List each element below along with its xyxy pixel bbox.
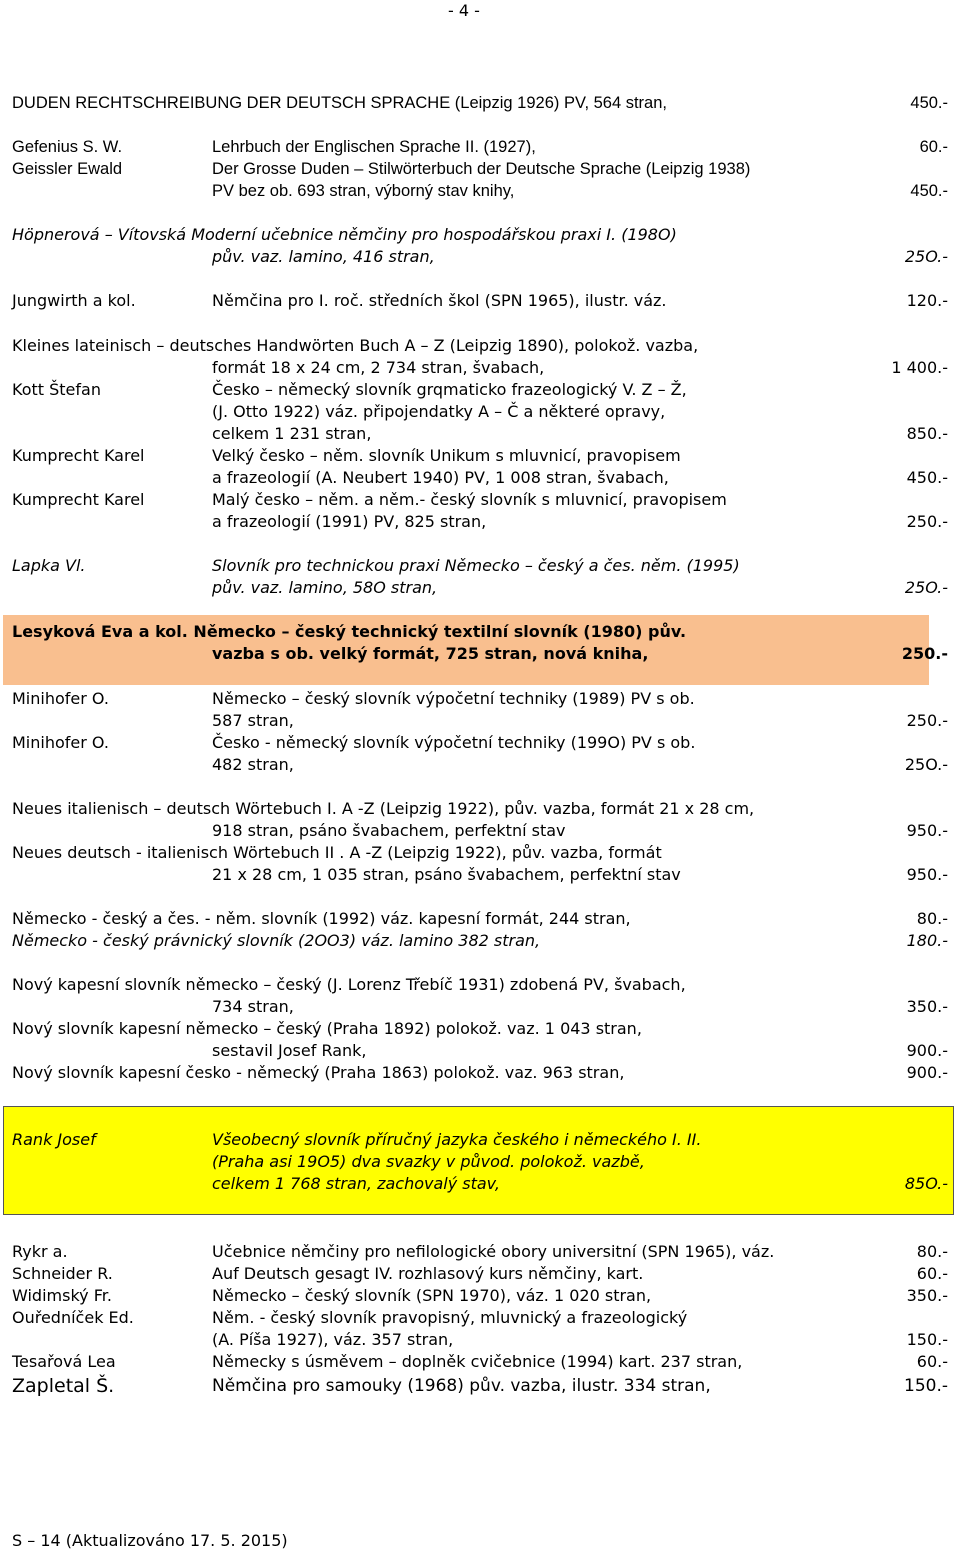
author-rykr: Rykr a. [12, 1242, 68, 1261]
title-minihofer-1b: 587 stran, [212, 711, 294, 730]
title-zapletal: Němčina pro samouky (1968) pův. vazba, ilustr. 334 stran, [212, 1376, 711, 1396]
entry-nemecko-2: Německo - český právnický slovník (2OO3) váz. lamino 382 stran, [12, 931, 541, 950]
entry-novy-2a: Nový slovník kapesní německo – český (Praha 1892) polokož. vaz. 1 043 stran, [12, 1019, 642, 1038]
price-neues-1: 950.- [906, 821, 948, 840]
price-gefenius: 60.- [919, 138, 948, 156]
author-kumprecht-2: Kumprecht Karel [12, 490, 145, 509]
title-lapka-2: pův. vaz. lamino, 58O stran, [212, 578, 438, 597]
price-zapletal: 150.- [904, 1376, 948, 1396]
title-jungwirth: Němčina pro I. roč. středních škol (SPN 1965), ilustr. váz. [212, 291, 667, 310]
author-geissler: Geissler Ewald [12, 160, 123, 178]
price-kleines: 1 400.- [891, 358, 948, 377]
entry-hopnerova-2: pův. vaz. lamino, 416 stran, [212, 247, 435, 266]
price-widimsky: 350.- [906, 1286, 948, 1305]
title-kumprecht-1b: a frazeologií (A. Neubert 1940) PV, 1 008 stran, švabach, [212, 468, 669, 487]
title-rank-2: (Praha asi 19O5) dva svazky v původ. polokož. vazbě, [212, 1152, 645, 1171]
title-ourednicek-1: Něm. - český slovník pravopisný, mluvnický a frazeologický [212, 1308, 688, 1327]
title-lapka-1: Slovník pro technickou praxi Německo – český a čes. něm. (1995) [212, 556, 740, 575]
author-jungwirth: Jungwirth a kol. [12, 291, 136, 310]
entry-novy-1a: Nový kapesní slovník německo – český (J. Lorenz Třebíč 1931) zdobená PV, švabach, [12, 975, 686, 994]
author-minihofer-1: Minihofer O. [12, 689, 109, 708]
title-minihofer-2b: 482 stran, [212, 755, 294, 774]
price-neues-2: 950.- [906, 865, 948, 884]
author-tesarova: Tesařová Lea [12, 1352, 116, 1371]
price-nemecko-2: 180.- [906, 931, 948, 950]
author-widimsky: Widimský Fr. [12, 1286, 112, 1305]
author-schneider: Schneider R. [12, 1264, 113, 1283]
author-kumprecht-1: Kumprecht Karel [12, 446, 145, 465]
title-rykr: Učebnice němčiny pro nefilologické obory universitní (SPN 1965), váz. [212, 1242, 775, 1261]
title-widimsky: Německo – český slovník (SPN 1970), váz. 1 020 stran, [212, 1286, 652, 1305]
entry-neues-1b: 918 stran, psáno švabachem, perfektní stav [212, 821, 566, 840]
entry-novy-2b: sestavil Josef Rank, [212, 1041, 367, 1060]
title-gefenius: Lehrbuch der Englischen Sprache II. (1927), [212, 138, 536, 156]
entry-kleines-2: formát 18 x 24 cm, 2 734 stran, švabach, [212, 358, 545, 377]
title-kumprecht-2a: Malý česko – něm. a něm.- český slovník s mluvnicí, pravopisem [212, 490, 727, 509]
author-minihofer-2: Minihofer O. [12, 733, 109, 752]
title-tesarova: Německy s úsměvem – doplněk cvičebnice (1994) kart. 237 stran, [212, 1352, 743, 1371]
entry-novy-1b: 734 stran, [212, 997, 294, 1016]
price-minihofer-1: 250.- [906, 711, 948, 730]
author-kott: Kott Štefan [12, 380, 101, 399]
title-geissler-1: Der Grosse Duden – Stilwörterbuch der Deutsche Sprache (Leipzig 1938) [212, 160, 751, 178]
price-duden: 450.- [910, 94, 948, 112]
footer-note: S – 14 (Aktualizováno 17. 5. 2015) [12, 1531, 288, 1550]
title-geissler-2: PV bez ob. 693 stran, výborný stav knihy, [212, 182, 515, 200]
price-lesykova: 250.- [901, 644, 948, 663]
title-kott-3: celkem 1 231 stran, [212, 424, 372, 443]
entry-kleines-1: Kleines lateinisch – deutsches Handwörten Buch A – Z (Leipzig 1890), polokož. vazba, [12, 336, 699, 355]
price-lapka: 25O.- [904, 578, 948, 597]
price-ourednicek: 150.- [906, 1330, 948, 1349]
entry-neues-2a: Neues deutsch - italienisch Wörtebuch II . A -Z (Leipzig 1922), pův. vazba, formát [12, 843, 662, 862]
page-number: - 4 - [448, 1, 480, 20]
author-ourednicek: Ouředníček Ed. [12, 1308, 134, 1327]
price-kumprecht-1: 450.- [906, 468, 948, 487]
price-tesarova: 60.- [916, 1352, 948, 1371]
entry-nemecko-1: Německo - český a čes. - něm. slovník (1992) váz. kapesní formát, 244 stran, [12, 909, 631, 928]
price-novy-2: 900.- [906, 1041, 948, 1060]
author-gefenius: Gefenius S. W. [12, 138, 123, 156]
price-novy-1: 350.- [906, 997, 948, 1016]
title-ourednicek-2: (A. Píša 1927), váz. 357 stran, [212, 1330, 454, 1349]
title-kott-1: Česko – německý slovník grqmaticko frazeologický V. Z – Ž, [212, 380, 687, 399]
price-novy-3: 900.- [906, 1063, 948, 1082]
entry-neues-2b: 21 x 28 cm, 1 035 stran, psáno švabachem, perfektní stav [212, 865, 681, 884]
title-kumprecht-1a: Velký česko – něm. slovník Unikum s mluvnicí, pravopisem [212, 446, 681, 465]
entry-neues-1a: Neues italienisch – deutsch Wörtebuch I. A -Z (Leipzig 1922), pův. vazba, formát 21 x 28 cm, [12, 799, 755, 818]
title-rank-3: celkem 1 768 stran, zachovalý stav, [212, 1174, 500, 1193]
price-kumprecht-2: 250.- [906, 512, 948, 531]
title-schneider: Auf Deutsch gesagt IV. rozhlasový kurs němčiny, kart. [212, 1264, 644, 1283]
author-rank: Rank Josef [12, 1130, 96, 1149]
entry-lesykova-1: Lesyková Eva a kol. Německo – český technický textilní slovník (1980) pův. [12, 622, 687, 641]
price-jungwirth: 120.- [906, 291, 948, 310]
price-geissler: 450.- [910, 182, 948, 200]
title-kott-2: (J. Otto 1922) váz. připojendatky A – Č a některé opravy, [212, 402, 666, 421]
price-schneider: 60.- [916, 1264, 948, 1283]
price-nemecko-1: 80.- [916, 909, 948, 928]
author-lapka: Lapka Vl. [12, 556, 86, 575]
price-rykr: 80.- [916, 1242, 948, 1261]
title-minihofer-2a: Česko - německý slovník výpočetní techniky (199O) PV s ob. [212, 733, 696, 752]
price-hopnerova: 25O.- [904, 247, 948, 266]
title-rank-1: Všeobecný slovník příručný jazyka českého i německého I. II. [212, 1130, 702, 1149]
price-rank: 85O.- [904, 1174, 948, 1193]
price-minihofer-2: 25O.- [904, 755, 948, 774]
title-kumprecht-2b: a frazeologií (1991) PV, 825 stran, [212, 512, 487, 531]
entry-lesykova-2: vazba s ob. velký formát, 725 stran, nová kniha, [212, 644, 649, 663]
entry-duden: DUDEN RECHTSCHREIBUNG DER DEUTSCH SPRACHE (Leipzig 1926) PV, 564 stran, [12, 94, 667, 112]
author-zapletal: Zapletal Š. [12, 1375, 115, 1397]
entry-hopnerova-1: Höpnerová – Vítovská Moderní učebnice němčiny pro hospodářskou praxi I. (198O) [12, 225, 677, 244]
price-kott: 850.- [906, 424, 948, 443]
title-minihofer-1a: Německo – český slovník výpočetní techniky (1989) PV s ob. [212, 689, 695, 708]
entry-novy-3: Nový slovník kapesní česko - německý (Praha 1863) polokož. vaz. 963 stran, [12, 1063, 625, 1082]
